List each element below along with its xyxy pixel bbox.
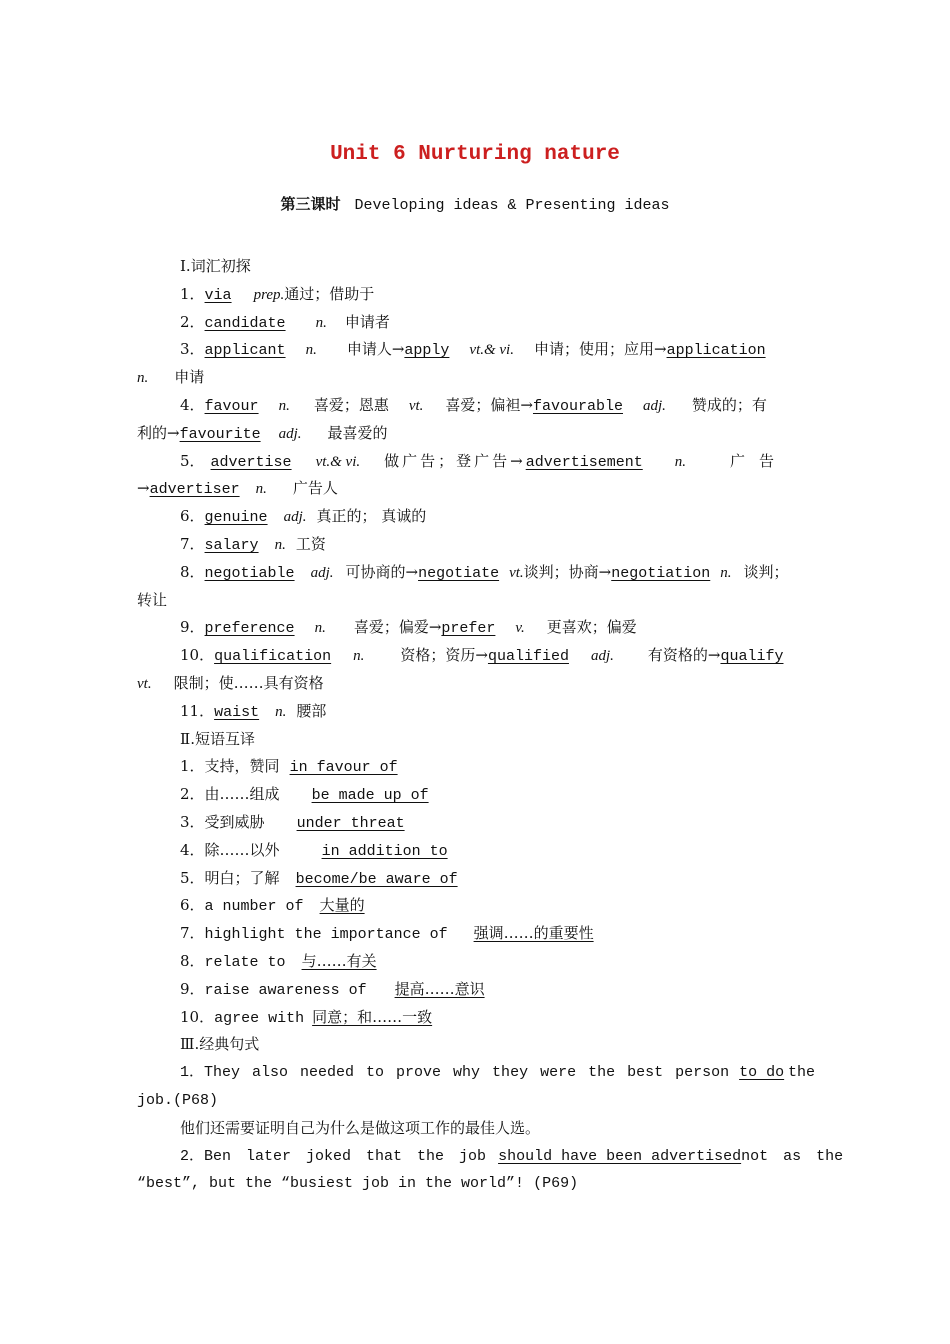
lesson-topic: Developing ideas & Presenting ideas xyxy=(354,197,670,214)
vocab-item-cont: 转让 xyxy=(137,590,168,609)
phrase-answer: 强调……的重要性 xyxy=(473,924,594,943)
phrase-answer: 与……有关 xyxy=(301,951,377,970)
vocab-answer: qualified xyxy=(487,648,569,666)
section-heading-phrases: Ⅱ.短语互译 xyxy=(180,729,255,748)
phrase-item: 2．由……组成 be made up of xyxy=(180,785,429,805)
vocab-answer: negotiable xyxy=(204,564,295,582)
section-heading-vocab: Ⅰ.词汇初探 xyxy=(180,257,251,275)
page-subtitle xyxy=(0,193,950,214)
phrase-answer: under threat xyxy=(296,814,405,832)
vocab-item: 2．candidate n. 申请者 xyxy=(180,312,390,332)
vocab-answer: candidate xyxy=(204,314,286,332)
phrase-item: 8．relate to 与……有关 xyxy=(180,951,377,971)
vocab-answer: qualification xyxy=(214,648,332,666)
vocab-item: 8．negotiable adj. 可协商的→negotiate vt.谈判；协商→negotiation n. 谈判； xyxy=(180,562,789,582)
vocab-answer: advertiser xyxy=(149,481,240,499)
sentence-item-cont: job.(P68) xyxy=(137,1091,219,1109)
vocab-answer: favourite xyxy=(179,425,261,443)
vocab-answer: waist xyxy=(214,703,260,721)
phrase-item: 6．a number of 大量的 xyxy=(180,896,365,916)
vocab-item: 10．qualification n. 资格；资历→qualified adj. 有资格的→qualify xyxy=(180,646,784,666)
worksheet-body xyxy=(137,253,844,1198)
vocab-item-cont: n. 申请 xyxy=(137,368,205,387)
vocab-answer: prefer xyxy=(441,620,496,638)
vocab-item: 3．applicant n. 申请人→apply vt.& vi. 申请；使用；应用→application xyxy=(180,340,766,360)
vocab-item-cont: vt. 限制；使……具有资格 xyxy=(137,673,324,692)
vocab-answer: negotiation xyxy=(611,564,711,582)
sentence-answer: to do xyxy=(739,1064,785,1082)
vocab-answer: advertise xyxy=(210,453,292,471)
phrase-item: 4．除……以外 in addition to xyxy=(180,840,448,860)
sentence-item-cont: “best”, but the “busiest job in the world”! (P69) xyxy=(137,1175,579,1193)
vocab-item: 7．salary n. 工资 xyxy=(180,534,326,554)
phrase-item: 7．highlight the importance of 强调……的重要性 xyxy=(180,924,594,944)
phrase-item: 9．raise awareness of 提高……意识 xyxy=(180,979,485,999)
phrase-answer: 大量的 xyxy=(319,896,365,915)
sentence-item: 2．Ben later joked that the job should have been advertised not as the xyxy=(180,1147,844,1165)
vocab-answer: salary xyxy=(204,536,259,554)
vocab-answer: genuine xyxy=(204,509,268,527)
section-heading-sentences: Ⅲ.经典句式 xyxy=(180,1035,260,1054)
phrase-answer: be made up of xyxy=(311,787,429,805)
phrase-answer: 提高……意识 xyxy=(394,979,485,998)
vocab-item: 9．preference n. 喜爱；偏爱→prefer v. 更喜欢；偏爱 xyxy=(180,618,637,638)
phrase-item: 3．受到威胁 under threat xyxy=(180,812,405,832)
phrase-item: 1．支持，赞同 in favour of xyxy=(180,757,398,777)
vocab-answer: qualify xyxy=(720,648,784,666)
sentence-answer: should have been advertised xyxy=(498,1147,742,1165)
vocab-answer: application xyxy=(666,342,766,360)
phrase-item: 5．明白；了解 become/be aware of xyxy=(180,868,458,888)
phrase-answer: in favour of xyxy=(289,759,398,777)
vocab-item: 1．via prep.通过；借助于 xyxy=(180,284,375,304)
vocab-answer: favour xyxy=(204,397,259,415)
vocab-answer: applicant xyxy=(204,342,286,360)
vocab-answer: via xyxy=(204,286,232,304)
page-title: Unit 6 Nurturing nature xyxy=(330,143,620,166)
vocab-item: 11．waist n. 腰部 xyxy=(180,701,327,721)
phrase-answer: 同意；和……一致 xyxy=(312,1007,433,1026)
vocab-answer: advertisement xyxy=(525,453,643,471)
phrase-item: 10．agree with 同意；和……一致 xyxy=(180,1007,433,1027)
vocab-answer: negotiate xyxy=(418,564,500,582)
vocab-answer: apply xyxy=(404,342,450,360)
vocab-item-cont: 利的→favourite adj. 最喜爱的 xyxy=(137,423,388,443)
phrase-answer: become/be aware of xyxy=(295,870,458,888)
phrase-answer: in addition to xyxy=(321,842,448,860)
vocab-answer: favourable xyxy=(532,397,623,415)
vocab-item: 5． advertise vt.& vi. 做广告；登广告→advertisement n. 广告 xyxy=(180,451,789,471)
vocab-answer: preference xyxy=(204,620,295,638)
vocab-item-cont: →advertiser n. 广告人 xyxy=(137,479,338,499)
sentence-translation: 他们还需要证明自己为什么是做这项工作的最佳人选。 xyxy=(180,1118,541,1137)
vocab-item: 4．favour n. 喜爱；恩惠 vt. 喜爱；偏袒→favourable adj. 赞成的；有 xyxy=(180,395,767,415)
lesson-label: 第三课时 xyxy=(280,195,341,213)
sentence-item: 1．They also needed to prove why they were the best person to do the xyxy=(180,1064,815,1082)
vocab-item: 6．genuine adj. 真正的； 真诚的 xyxy=(180,507,427,527)
